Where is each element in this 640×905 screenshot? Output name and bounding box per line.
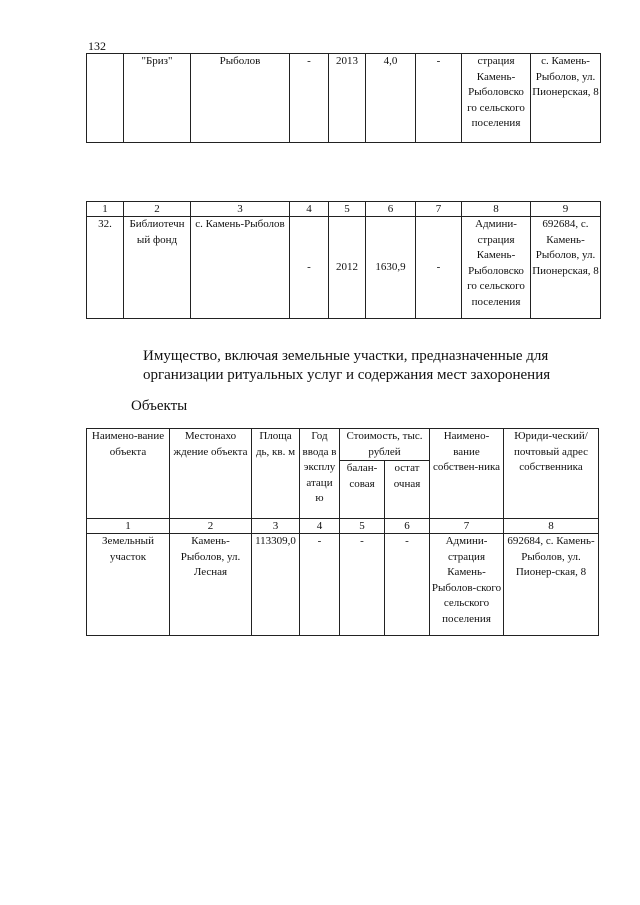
column-number: 9 <box>531 202 601 217</box>
cell-owner: Админи-страция Камень-Рыболовско го сельского поселения <box>462 217 531 319</box>
cell-name: "Бриз" <box>124 54 191 143</box>
column-number: 5 <box>340 519 385 534</box>
section-heading-line: Имущество, включая земельные участки, предназначенные для <box>143 348 549 364</box>
section-heading-line: организации ритуальных услуг и содержания мест захоронения <box>143 367 551 383</box>
cell-cost-residual: - <box>385 534 430 636</box>
table-row <box>87 534 599 636</box>
cell-number: 32. <box>87 217 124 319</box>
column-number: 7 <box>430 519 504 534</box>
cell-number <box>87 54 124 143</box>
column-number: 7 <box>416 202 462 217</box>
column-number: 1 <box>87 519 170 534</box>
cell-year: 2012 <box>329 217 366 319</box>
section-heading <box>143 347 550 385</box>
cell-col4: - <box>290 54 329 143</box>
cell-owner: страция Камень-Рыболовско го сельского поселения <box>462 54 531 143</box>
header-area: Площа дь, кв. м <box>252 429 300 519</box>
column-number: 4 <box>300 519 340 534</box>
header-location: Местонахо ждение объекта <box>170 429 252 519</box>
column-number: 6 <box>385 519 430 534</box>
table-top <box>86 53 601 143</box>
header-year: Год ввода в эксплу атаци ю <box>300 429 340 519</box>
column-number-row <box>87 519 599 534</box>
header-cost-balance: балан-совая <box>340 461 385 519</box>
column-number: 2 <box>124 202 191 217</box>
table-bottom <box>86 428 599 636</box>
cell-name: Библиотечн ый фонд <box>124 217 191 319</box>
column-number: 8 <box>504 519 599 534</box>
cell-address: с. Камень-Рыболов, ул. Пионерская, 8 <box>531 54 601 143</box>
column-number: 4 <box>290 202 329 217</box>
column-number-row <box>87 202 601 217</box>
cell-year: 2013 <box>329 54 366 143</box>
column-number: 3 <box>191 202 290 217</box>
cell-location: Камень-Рыболов, ул. Лесная <box>170 534 252 636</box>
cell-col4: - <box>290 217 329 319</box>
table-middle <box>86 201 601 319</box>
header-owner: Наимено-вание собствен-ника <box>430 429 504 519</box>
cell-value: 1630,9 <box>366 217 416 319</box>
column-number: 5 <box>329 202 366 217</box>
table-row <box>87 54 601 143</box>
header-cost-residual: остат очная <box>385 461 430 519</box>
table-row <box>87 217 601 319</box>
cell-name: Земельный участок <box>87 534 170 636</box>
header-cost: Стоимость, тыс. рублей <box>340 429 430 461</box>
cell-value: 4,0 <box>366 54 416 143</box>
column-number: 6 <box>366 202 416 217</box>
cell-area: 113309,0 <box>252 534 300 636</box>
column-number: 8 <box>462 202 531 217</box>
cell-owner: Админи-страция Камень-Рыболов-ского сельского поселения <box>430 534 504 636</box>
cell-location: Рыболов <box>191 54 290 143</box>
column-number: 3 <box>252 519 300 534</box>
header-row <box>87 429 599 461</box>
page-number: 132 <box>88 39 106 53</box>
subheading: Объекты <box>131 398 188 414</box>
cell-address: 692684, с. Камень-Рыболов, ул. Пионер-ская, 8 <box>504 534 599 636</box>
header-address: Юриди-ческий/ почтовый адрес собственника <box>504 429 599 519</box>
column-number: 2 <box>170 519 252 534</box>
cell-address: 692684, с. Камень-Рыболов, ул. Пионерская, 8 <box>531 217 601 319</box>
cell-location: с. Камень-Рыболов <box>191 217 290 319</box>
cell-year: - <box>300 534 340 636</box>
cell-cost-balance: - <box>340 534 385 636</box>
header-name: Наимено-вание объекта <box>87 429 170 519</box>
cell-col7: - <box>416 54 462 143</box>
cell-col7: - <box>416 217 462 319</box>
column-number: 1 <box>87 202 124 217</box>
